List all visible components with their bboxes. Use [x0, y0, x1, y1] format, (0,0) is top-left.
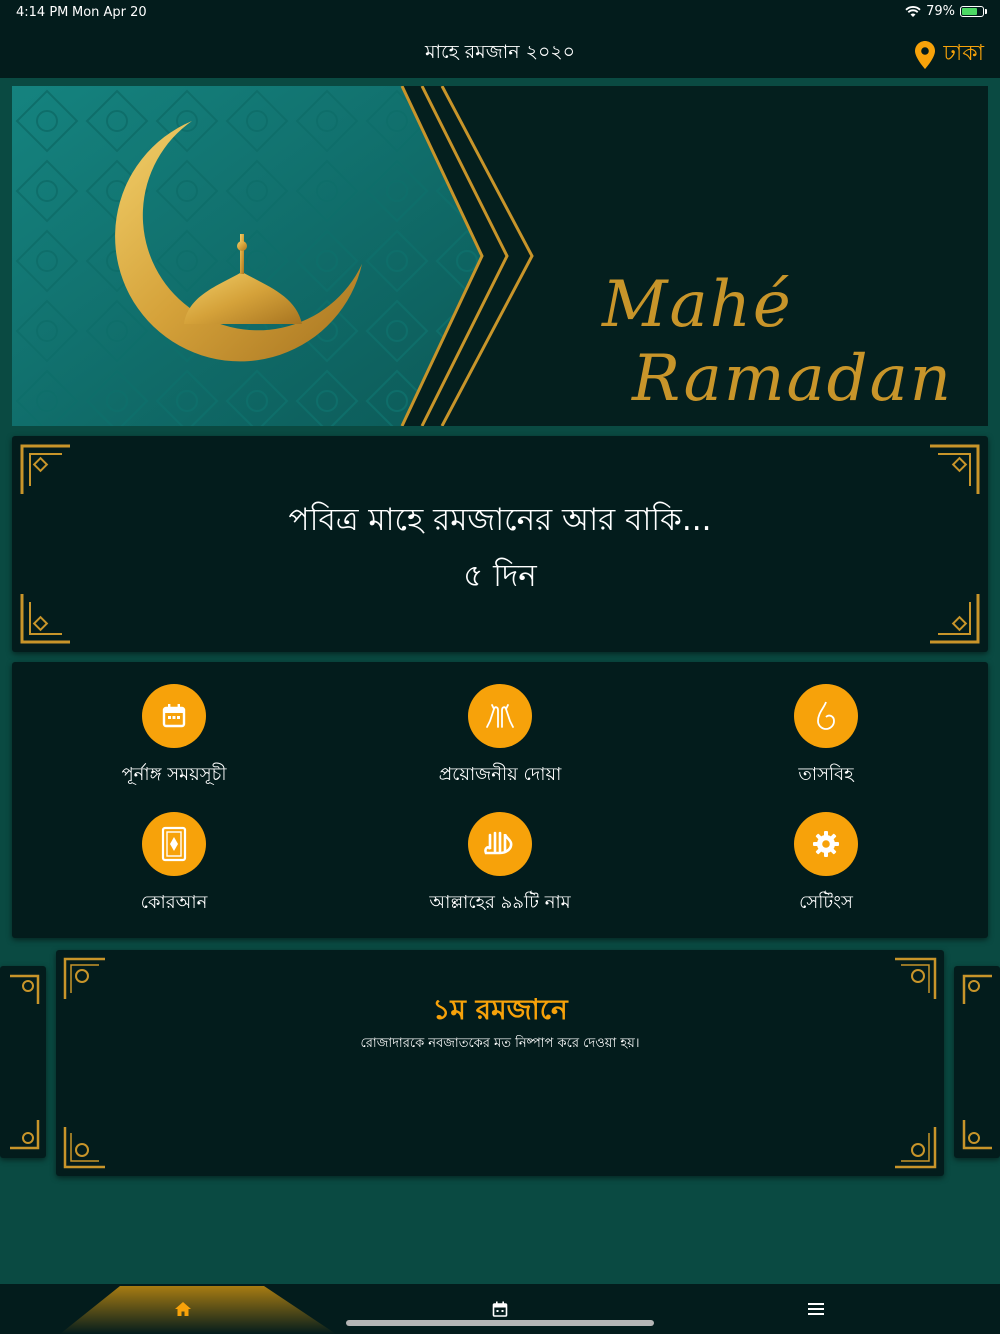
menu-item-circle [142, 812, 206, 876]
countdown-label: পবিত্র মাহে রমজানের আর বাকি... [288, 502, 712, 538]
menu-item-circle [468, 812, 532, 876]
tab-bar [0, 1284, 1000, 1334]
menu-item-label: পূর্নাঙ্গ সময়সূচী [121, 764, 227, 785]
map-pin-icon [915, 41, 935, 69]
praying-hands-icon [481, 701, 519, 731]
status-right [905, 4, 984, 19]
menu-icon [808, 1303, 824, 1315]
ornament-corner-icon [6, 1116, 42, 1152]
ornament-corner-icon [892, 1124, 938, 1170]
banner-title-line2: Ramadan [632, 342, 953, 416]
calendar-icon [492, 1301, 508, 1317]
ramadan-day-description: রোজাদারকে নবজাতকের মত নিষ্পাপ করে দেওয়া হয়। [360, 1036, 640, 1051]
status-time: 4:14 PM [16, 5, 69, 20]
menu-item-circle [142, 684, 206, 748]
banner-title-line1: Mahé [602, 268, 793, 342]
ornament-corner-icon [960, 972, 996, 1008]
carousel-card-previous[interactable] [0, 966, 46, 1158]
ornament-corner-icon [18, 442, 74, 498]
ornament-corner-icon [6, 972, 42, 1008]
menu-item-quran[interactable] [54, 812, 294, 919]
menu-item-label: আল্লাহের ৯৯টি নাম [429, 892, 571, 913]
ramadan-day-title: ১ম রমজানে [432, 993, 568, 1026]
ramadan-banner [12, 86, 988, 426]
nav-bar [0, 26, 1000, 78]
menu-item-label: তাসবিহ [798, 764, 854, 785]
status-date: Mon Apr 20 [72, 5, 147, 20]
gear-icon [812, 830, 840, 858]
menu-item-99-names[interactable] [380, 812, 620, 919]
location-label: ঢাকা [943, 41, 984, 66]
tab-menu[interactable] [756, 1284, 876, 1334]
location-button[interactable] [915, 36, 984, 73]
carousel-card-next[interactable] [954, 966, 1000, 1158]
battery-fill [962, 8, 977, 15]
quran-icon [160, 826, 188, 862]
wifi-icon [905, 6, 921, 18]
countdown-value: ৫ দিন [463, 558, 537, 594]
menu-item-label: প্রয়োজনীয় দোয়া [438, 764, 562, 785]
tasbih-icon [811, 699, 841, 733]
calendar-icon [161, 703, 187, 729]
page-title: মাহে রমজান ২০২০ [424, 41, 576, 63]
battery-percent: 79% [926, 4, 955, 19]
menu-item-label: কোরআন [140, 892, 208, 913]
menu-item-schedule[interactable] [54, 684, 294, 791]
tab-home[interactable] [123, 1284, 243, 1334]
battery-icon [960, 6, 984, 17]
ornament-corner-icon [926, 442, 982, 498]
menu-item-circle [794, 684, 858, 748]
menu-item-dua[interactable] [380, 684, 620, 791]
allah-calligraphy-icon [480, 829, 520, 859]
menu-item-label: সেটিংস [799, 892, 853, 913]
countdown-card [12, 436, 988, 652]
menu-item-circle [794, 812, 858, 876]
ramadan-day-card[interactable] [56, 950, 944, 1176]
menu-item-settings[interactable] [706, 812, 946, 919]
tab-calendar[interactable] [440, 1284, 560, 1334]
home-indicator[interactable] [346, 1320, 654, 1326]
ornament-corner-icon [62, 1124, 108, 1170]
ornament-corner-icon [960, 1116, 996, 1152]
status-bar [0, 0, 1000, 26]
main-menu [12, 662, 988, 938]
menu-item-circle [468, 684, 532, 748]
banner-title [602, 268, 953, 416]
home-icon [175, 1302, 191, 1316]
menu-item-tasbih[interactable] [706, 684, 946, 791]
